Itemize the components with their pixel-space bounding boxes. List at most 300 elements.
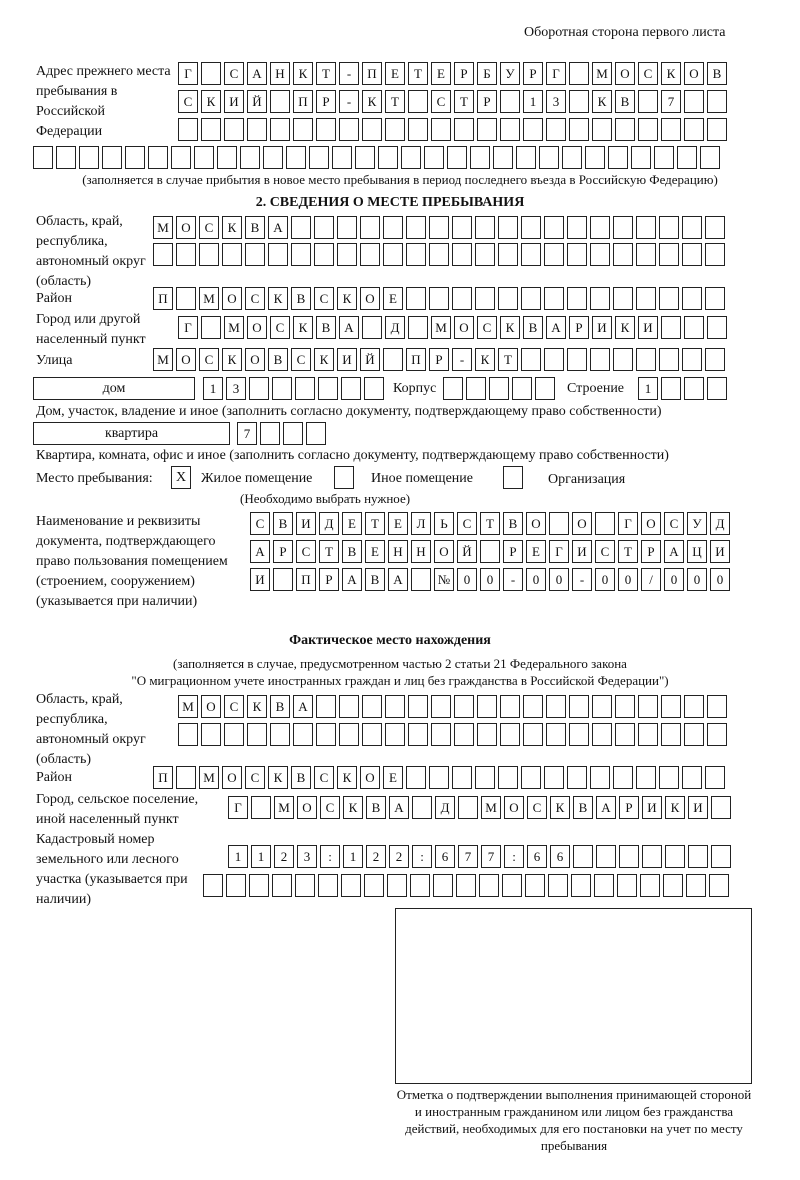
char-cell[interactable]: О [222, 766, 242, 789]
char-cell[interactable]: Т [498, 348, 518, 371]
char-cell[interactable]: Д [710, 512, 730, 535]
char-cell[interactable] [642, 845, 662, 868]
house-type-field[interactable]: дом [33, 377, 195, 400]
char-cell[interactable]: : [504, 845, 524, 868]
char-cell[interactable]: М [431, 316, 451, 339]
char-cell[interactable]: И [250, 568, 270, 591]
char-cell[interactable]: В [270, 695, 290, 718]
char-cell[interactable]: П [362, 62, 382, 85]
char-cell[interactable] [638, 90, 658, 113]
char-cell[interactable] [521, 216, 541, 239]
char-cell[interactable]: 3 [226, 377, 246, 400]
char-cell[interactable] [339, 723, 359, 746]
char-cell[interactable] [479, 874, 499, 897]
char-cell[interactable] [569, 118, 589, 141]
char-cell[interactable] [615, 723, 635, 746]
char-cell[interactable] [385, 695, 405, 718]
char-cell[interactable] [362, 723, 382, 746]
char-cell[interactable] [682, 766, 702, 789]
char-cell[interactable] [224, 723, 244, 746]
char-cell[interactable]: М [199, 287, 219, 310]
char-cell[interactable]: О [360, 287, 380, 310]
char-cell[interactable]: А [247, 62, 267, 85]
char-cell[interactable]: И [337, 348, 357, 371]
char-cell[interactable] [480, 540, 500, 563]
char-cell[interactable]: С [314, 766, 334, 789]
char-cell[interactable] [711, 845, 731, 868]
char-cell[interactable] [401, 146, 421, 169]
char-cell[interactable]: М [481, 796, 501, 819]
char-cell[interactable] [567, 287, 587, 310]
char-cell[interactable] [249, 377, 269, 400]
char-cell[interactable] [314, 216, 334, 239]
char-cell[interactable]: Т [454, 90, 474, 113]
char-cell[interactable]: В [342, 540, 362, 563]
char-cell[interactable] [431, 118, 451, 141]
char-cell[interactable] [659, 216, 679, 239]
char-cell[interactable] [682, 348, 702, 371]
char-cell[interactable] [705, 766, 725, 789]
char-cell[interactable]: Г [228, 796, 248, 819]
char-cell[interactable] [613, 348, 633, 371]
char-cell[interactable]: Г [178, 62, 198, 85]
char-cell[interactable]: К [550, 796, 570, 819]
char-cell[interactable] [406, 287, 426, 310]
char-cell[interactable] [707, 118, 727, 141]
char-cell[interactable] [466, 377, 486, 400]
char-cell[interactable] [293, 118, 313, 141]
char-cell[interactable] [636, 766, 656, 789]
char-cell[interactable]: М [178, 695, 198, 718]
char-cell[interactable] [339, 118, 359, 141]
char-cell[interactable]: О [641, 512, 661, 535]
char-cell[interactable]: 3 [546, 90, 566, 113]
char-cell[interactable]: 7 [481, 845, 501, 868]
char-cell[interactable] [544, 287, 564, 310]
char-cell[interactable] [454, 118, 474, 141]
char-cell[interactable] [245, 243, 265, 266]
char-cell[interactable]: С [224, 695, 244, 718]
char-cell[interactable] [535, 377, 555, 400]
char-cell[interactable] [406, 766, 426, 789]
char-cell[interactable]: 0 [480, 568, 500, 591]
char-cell[interactable] [619, 845, 639, 868]
char-cell[interactable]: Г [618, 512, 638, 535]
char-cell[interactable]: О [176, 348, 196, 371]
char-cell[interactable] [475, 216, 495, 239]
char-cell[interactable]: Р [619, 796, 639, 819]
char-cell[interactable] [341, 377, 361, 400]
char-cell[interactable] [364, 874, 384, 897]
char-cell[interactable]: Р [454, 62, 474, 85]
char-cell[interactable]: О [526, 512, 546, 535]
char-cell[interactable] [567, 216, 587, 239]
char-cell[interactable] [477, 723, 497, 746]
char-cell[interactable] [272, 377, 292, 400]
char-cell[interactable]: В [366, 796, 386, 819]
char-cell[interactable]: Л [411, 512, 431, 535]
char-cell[interactable]: Т [408, 62, 428, 85]
char-cell[interactable] [615, 695, 635, 718]
char-cell[interactable] [318, 377, 338, 400]
char-cell[interactable] [705, 243, 725, 266]
char-cell[interactable]: А [293, 695, 313, 718]
char-cell[interactable]: Е [342, 512, 362, 535]
char-cell[interactable]: С [291, 348, 311, 371]
char-cell[interactable]: А [389, 796, 409, 819]
char-cell[interactable]: 0 [549, 568, 569, 591]
char-cell[interactable] [590, 348, 610, 371]
char-cell[interactable]: И [710, 540, 730, 563]
char-cell[interactable]: О [615, 62, 635, 85]
char-cell[interactable]: К [201, 90, 221, 113]
char-cell[interactable]: О [247, 316, 267, 339]
char-cell[interactable] [260, 422, 280, 445]
char-cell[interactable] [665, 845, 685, 868]
char-cell[interactable] [378, 146, 398, 169]
char-cell[interactable] [640, 874, 660, 897]
char-cell[interactable] [314, 243, 334, 266]
char-cell[interactable] [595, 512, 615, 535]
stay-checkbox-other[interactable] [334, 466, 354, 489]
char-cell[interactable] [493, 146, 513, 169]
char-cell[interactable] [171, 146, 191, 169]
char-cell[interactable]: В [523, 316, 543, 339]
char-cell[interactable]: К [293, 316, 313, 339]
char-cell[interactable] [592, 723, 612, 746]
char-cell[interactable] [424, 146, 444, 169]
char-cell[interactable] [573, 845, 593, 868]
char-cell[interactable]: С [638, 62, 658, 85]
char-cell[interactable] [613, 766, 633, 789]
char-cell[interactable] [447, 146, 467, 169]
char-cell[interactable]: С [250, 512, 270, 535]
char-cell[interactable]: 7 [458, 845, 478, 868]
char-cell[interactable] [682, 243, 702, 266]
char-cell[interactable]: А [546, 316, 566, 339]
char-cell[interactable]: С [245, 287, 265, 310]
char-cell[interactable] [203, 874, 223, 897]
char-cell[interactable]: - [339, 90, 359, 113]
char-cell[interactable]: - [503, 568, 523, 591]
char-cell[interactable]: С [477, 316, 497, 339]
char-cell[interactable]: В [316, 316, 336, 339]
char-cell[interactable] [454, 723, 474, 746]
char-cell[interactable] [286, 146, 306, 169]
char-cell[interactable] [567, 243, 587, 266]
stay-checkbox-organization[interactable] [503, 466, 523, 489]
char-cell[interactable] [385, 723, 405, 746]
char-cell[interactable] [631, 146, 651, 169]
char-cell[interactable] [337, 243, 357, 266]
char-cell[interactable] [544, 766, 564, 789]
char-cell[interactable] [523, 118, 543, 141]
char-cell[interactable]: 1 [251, 845, 271, 868]
char-cell[interactable]: М [153, 216, 173, 239]
char-cell[interactable] [500, 695, 520, 718]
char-cell[interactable] [682, 287, 702, 310]
char-cell[interactable] [360, 243, 380, 266]
char-cell[interactable] [523, 695, 543, 718]
char-cell[interactable]: 3 [297, 845, 317, 868]
char-cell[interactable] [569, 695, 589, 718]
char-cell[interactable] [383, 348, 403, 371]
char-cell[interactable]: Т [618, 540, 638, 563]
char-cell[interactable]: 1 [523, 90, 543, 113]
char-cell[interactable] [477, 695, 497, 718]
char-cell[interactable] [684, 723, 704, 746]
char-cell[interactable] [705, 216, 725, 239]
char-cell[interactable] [709, 874, 729, 897]
char-cell[interactable]: К [268, 766, 288, 789]
char-cell[interactable] [500, 118, 520, 141]
char-cell[interactable] [682, 216, 702, 239]
char-cell[interactable] [636, 348, 656, 371]
char-cell[interactable]: Е [431, 62, 451, 85]
char-cell[interactable]: В [573, 796, 593, 819]
char-cell[interactable] [707, 316, 727, 339]
char-cell[interactable] [332, 146, 352, 169]
char-cell[interactable]: 6 [435, 845, 455, 868]
char-cell[interactable] [125, 146, 145, 169]
char-cell[interactable] [523, 723, 543, 746]
char-cell[interactable] [247, 723, 267, 746]
char-cell[interactable] [521, 287, 541, 310]
char-cell[interactable] [431, 723, 451, 746]
char-cell[interactable] [433, 874, 453, 897]
char-cell[interactable]: И [592, 316, 612, 339]
char-cell[interactable]: А [268, 216, 288, 239]
char-cell[interactable] [498, 766, 518, 789]
char-cell[interactable]: 1 [228, 845, 248, 868]
char-cell[interactable]: С [245, 766, 265, 789]
char-cell[interactable] [684, 695, 704, 718]
char-cell[interactable]: Р [503, 540, 523, 563]
char-cell[interactable]: В [365, 568, 385, 591]
char-cell[interactable] [711, 796, 731, 819]
char-cell[interactable] [283, 422, 303, 445]
char-cell[interactable]: Р [273, 540, 293, 563]
char-cell[interactable]: И [224, 90, 244, 113]
char-cell[interactable] [546, 723, 566, 746]
char-cell[interactable]: М [592, 62, 612, 85]
char-cell[interactable] [707, 90, 727, 113]
char-cell[interactable]: К [362, 90, 382, 113]
char-cell[interactable] [546, 695, 566, 718]
char-cell[interactable]: Г [549, 540, 569, 563]
char-cell[interactable]: А [339, 316, 359, 339]
char-cell[interactable]: 1 [343, 845, 363, 868]
char-cell[interactable] [240, 146, 260, 169]
char-cell[interactable] [316, 118, 336, 141]
char-cell[interactable] [659, 766, 679, 789]
char-cell[interactable] [475, 243, 495, 266]
char-cell[interactable]: Г [178, 316, 198, 339]
char-cell[interactable] [592, 118, 612, 141]
char-cell[interactable]: П [153, 287, 173, 310]
char-cell[interactable]: 0 [710, 568, 730, 591]
char-cell[interactable] [410, 874, 430, 897]
char-cell[interactable] [548, 874, 568, 897]
char-cell[interactable]: О [176, 216, 196, 239]
char-cell[interactable] [295, 874, 315, 897]
char-cell[interactable] [590, 766, 610, 789]
char-cell[interactable] [454, 695, 474, 718]
char-cell[interactable]: Е [383, 766, 403, 789]
char-cell[interactable] [539, 146, 559, 169]
char-cell[interactable] [498, 287, 518, 310]
char-cell[interactable]: К [615, 316, 635, 339]
char-cell[interactable] [270, 90, 290, 113]
char-cell[interactable]: Р [569, 316, 589, 339]
char-cell[interactable] [498, 216, 518, 239]
char-cell[interactable] [636, 243, 656, 266]
char-cell[interactable] [452, 243, 472, 266]
stay-checkbox-residential[interactable]: X [171, 466, 191, 489]
char-cell[interactable] [33, 146, 53, 169]
char-cell[interactable] [617, 874, 637, 897]
char-cell[interactable] [521, 243, 541, 266]
char-cell[interactable] [148, 146, 168, 169]
char-cell[interactable]: К [592, 90, 612, 113]
char-cell[interactable] [500, 723, 520, 746]
char-cell[interactable]: Р [319, 568, 339, 591]
char-cell[interactable] [194, 146, 214, 169]
char-cell[interactable] [475, 287, 495, 310]
char-cell[interactable] [408, 90, 428, 113]
char-cell[interactable]: С [457, 512, 477, 535]
char-cell[interactable] [270, 118, 290, 141]
char-cell[interactable]: - [572, 568, 592, 591]
char-cell[interactable] [295, 377, 315, 400]
char-cell[interactable] [387, 874, 407, 897]
char-cell[interactable] [316, 695, 336, 718]
char-cell[interactable]: К [475, 348, 495, 371]
char-cell[interactable] [502, 874, 522, 897]
char-cell[interactable] [362, 316, 382, 339]
char-cell[interactable] [684, 118, 704, 141]
char-cell[interactable]: О [572, 512, 592, 535]
char-cell[interactable] [636, 287, 656, 310]
char-cell[interactable] [613, 287, 633, 310]
char-cell[interactable]: О [245, 348, 265, 371]
char-cell[interactable] [222, 243, 242, 266]
char-cell[interactable]: П [296, 568, 316, 591]
char-cell[interactable]: : [412, 845, 432, 868]
char-cell[interactable]: Д [385, 316, 405, 339]
char-cell[interactable]: 6 [527, 845, 547, 868]
char-cell[interactable] [638, 723, 658, 746]
char-cell[interactable] [707, 377, 727, 400]
char-cell[interactable] [516, 146, 536, 169]
char-cell[interactable] [385, 118, 405, 141]
char-cell[interactable] [178, 723, 198, 746]
char-cell[interactable]: - [339, 62, 359, 85]
char-cell[interactable] [362, 118, 382, 141]
char-cell[interactable] [429, 243, 449, 266]
char-cell[interactable] [567, 348, 587, 371]
char-cell[interactable]: Й [247, 90, 267, 113]
char-cell[interactable] [226, 874, 246, 897]
char-cell[interactable]: К [500, 316, 520, 339]
char-cell[interactable]: О [360, 766, 380, 789]
char-cell[interactable] [337, 216, 357, 239]
char-cell[interactable]: Р [316, 90, 336, 113]
char-cell[interactable]: С [527, 796, 547, 819]
char-cell[interactable]: 0 [664, 568, 684, 591]
char-cell[interactable] [521, 348, 541, 371]
char-cell[interactable] [456, 874, 476, 897]
char-cell[interactable]: С [595, 540, 615, 563]
char-cell[interactable] [408, 118, 428, 141]
char-cell[interactable]: А [388, 568, 408, 591]
char-cell[interactable] [249, 874, 269, 897]
char-cell[interactable]: Е [385, 62, 405, 85]
char-cell[interactable]: И [642, 796, 662, 819]
char-cell[interactable]: - [452, 348, 472, 371]
char-cell[interactable]: А [664, 540, 684, 563]
char-cell[interactable] [684, 316, 704, 339]
char-cell[interactable]: К [247, 695, 267, 718]
char-cell[interactable] [452, 216, 472, 239]
char-cell[interactable] [705, 287, 725, 310]
char-cell[interactable] [546, 118, 566, 141]
char-cell[interactable]: О [297, 796, 317, 819]
char-cell[interactable] [684, 377, 704, 400]
flat-type-field[interactable]: квартира [33, 422, 230, 445]
char-cell[interactable]: О [222, 287, 242, 310]
char-cell[interactable]: К [661, 62, 681, 85]
char-cell[interactable]: Е [388, 512, 408, 535]
char-cell[interactable]: А [596, 796, 616, 819]
char-cell[interactable] [659, 287, 679, 310]
char-cell[interactable] [412, 796, 432, 819]
char-cell[interactable] [201, 316, 221, 339]
char-cell[interactable]: К [665, 796, 685, 819]
char-cell[interactable] [636, 216, 656, 239]
char-cell[interactable]: Т [385, 90, 405, 113]
char-cell[interactable]: К [343, 796, 363, 819]
char-cell[interactable] [452, 766, 472, 789]
char-cell[interactable]: С [199, 348, 219, 371]
char-cell[interactable]: О [201, 695, 221, 718]
char-cell[interactable]: П [293, 90, 313, 113]
char-cell[interactable] [102, 146, 122, 169]
char-cell[interactable] [431, 695, 451, 718]
char-cell[interactable] [270, 723, 290, 746]
char-cell[interactable]: И [296, 512, 316, 535]
char-cell[interactable]: В [245, 216, 265, 239]
char-cell[interactable] [608, 146, 628, 169]
char-cell[interactable] [178, 118, 198, 141]
char-cell[interactable] [569, 723, 589, 746]
char-cell[interactable] [567, 766, 587, 789]
char-cell[interactable] [549, 512, 569, 535]
char-cell[interactable]: П [406, 348, 426, 371]
char-cell[interactable] [411, 568, 431, 591]
char-cell[interactable] [355, 146, 375, 169]
char-cell[interactable]: Н [270, 62, 290, 85]
char-cell[interactable]: М [224, 316, 244, 339]
char-cell[interactable] [569, 62, 589, 85]
char-cell[interactable] [263, 146, 283, 169]
char-cell[interactable]: Р [523, 62, 543, 85]
char-cell[interactable] [273, 568, 293, 591]
char-cell[interactable] [291, 216, 311, 239]
char-cell[interactable] [406, 216, 426, 239]
char-cell[interactable]: Р [477, 90, 497, 113]
char-cell[interactable]: 0 [618, 568, 638, 591]
